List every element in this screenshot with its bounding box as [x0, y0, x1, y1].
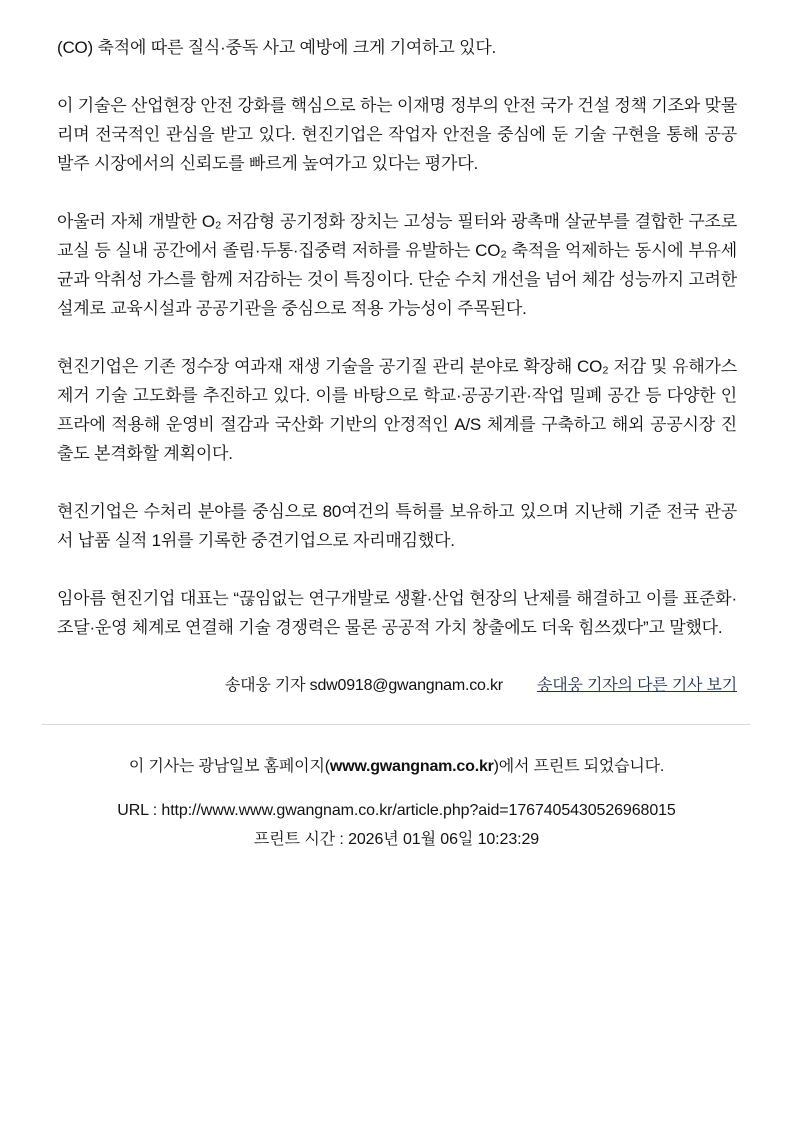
reporter-byline: 송대웅 기자 sdw0918@gwangnam.co.kr [224, 677, 503, 694]
article-paragraph: 임아름 현진기업 대표는 “끊임없는 연구개발로 생활·산업 현장의 난제를 해결하고 이를 표준화·조달·운영 체계로 연결해 기술 경쟁력은 물론 공공적 가치 창출에도 더욱 힘쓰겠다”고 말했다. [57, 589, 737, 637]
article-paragraph: 아울러 자체 개발한 O₂ 저감형 공기정화 장치는 고성능 필터와 광촉매 살균부를 결합한 구조로 교실 등 실내 공간에서 졸림·두통·집중력 저하를 유발하는 CO₂ 축적을 억제하는 동시에 부유세균과 악취성 가스를 함께 저감하는 것이 특징이다. 단순 수치 개선을 넘어 체감 성능까지 고려한 설계로 교육시설과 공공기관을 중심으로 적용 가능성이 주목된다. [57, 212, 737, 318]
byline-row [57, 671, 737, 700]
print-footer [0, 752, 793, 854]
printed-notice-site: www.gwangnam.co.kr [329, 758, 494, 775]
print-time-line: 프린트 시간 : 2026년 01월 06일 10:23:29 [253, 831, 540, 848]
printed-notice-suffix: )에서 프린트 되었습니다. [493, 758, 665, 775]
footer-divider [42, 724, 750, 725]
printed-notice-prefix: 이 기사는 광남일보 홈페이지( [128, 758, 330, 775]
article-paragraph: 이 기술은 산업현장 안전 강화를 핵심으로 하는 이재명 정부의 안전 국가 건설 정책 기조와 맞물리며 전국적인 관심을 받고 있다. 현진기업은 작업자 안전을 중심에 둔 기술 구현을 통해 공공 발주 시장에서의 신뢰도를 빠르게 높여가고 있다는 평가다. [57, 96, 737, 173]
article-paragraph: 현진기업은 수처리 분야를 중심으로 80여건의 특허를 보유하고 있으며 지난해 기준 전국 관공서 납품 실적 1위를 기록한 중견기업으로 자리매김했다. [57, 502, 737, 550]
printed-notice [0, 752, 793, 781]
reporter-more-articles-link[interactable]: 송대웅 기자의 다른 기사 보기 [536, 677, 737, 694]
article-paragraph: 현진기업은 기존 정수장 여과재 재생 기술을 공기질 관리 분야로 확장해 CO₂ 저감 및 유해가스 제거 기술 고도화를 추진하고 있다. 이를 바탕으로 학교·공공기관·작업 밀폐 공간 등 다양한 인프라에 적용해 운영비 절감과 국산화 기반의 안정적인 A/S 체계를 구축하고 해외 공공시장 진출도 본격화할 계획이다. [57, 357, 737, 463]
article-url-line: URL : http://www.www.gwangnam.co.kr/article.php?aid=1767405430526968015 [117, 802, 676, 819]
article-paragraph: (CO) 축적에 따른 질식·중독 사고 예방에 크게 기여하고 있다. [57, 38, 497, 57]
